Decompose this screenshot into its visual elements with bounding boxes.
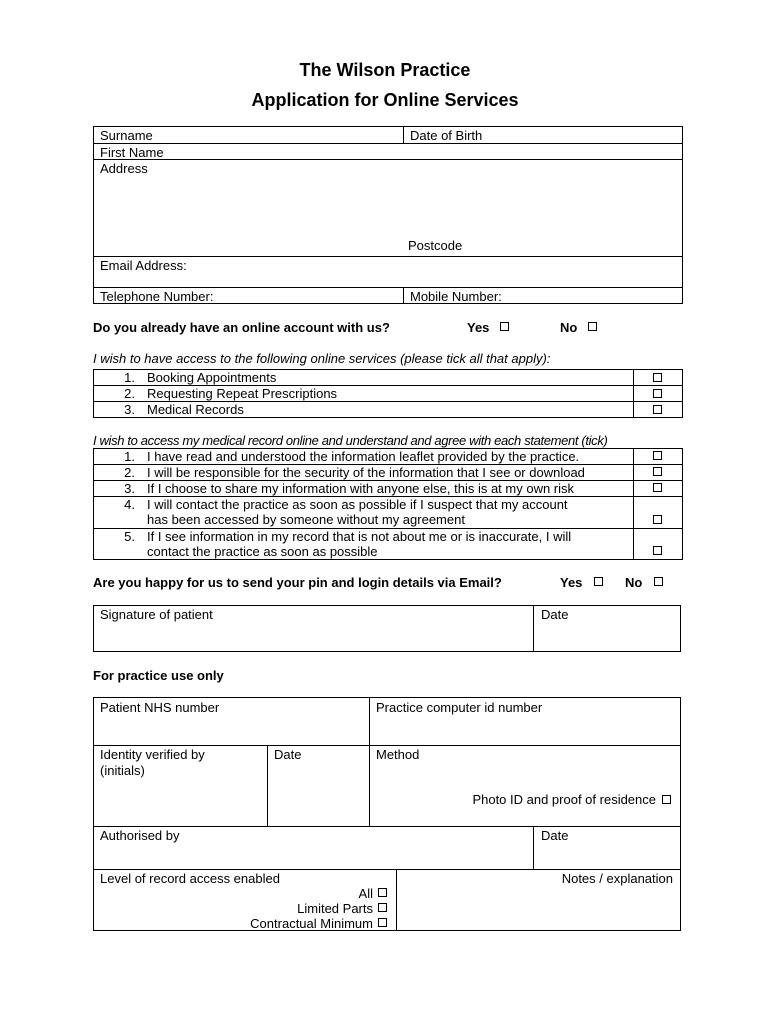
agreement-text: If I see information in my record that is not about me or is inaccurate, I will	[147, 529, 572, 544]
agreement-num: 1.	[124, 449, 135, 464]
agreement-checkbox[interactable]	[653, 483, 662, 492]
email-yes-checkbox[interactable]	[594, 577, 603, 586]
email-field[interactable]: Email Address:	[100, 258, 187, 273]
title-form-name: Application for Online Services	[251, 90, 519, 110]
agreement-num: 5.	[124, 529, 135, 544]
agreement-text: I have read and understood the information leaflet provided by the practice.	[147, 449, 580, 464]
agreement-text-cont: contact the practice as soon as possible	[147, 544, 378, 559]
agreement-num: 4.	[124, 497, 135, 512]
first-name-field[interactable]: First Name	[100, 145, 164, 160]
agreement-num: 2.	[124, 465, 135, 480]
account-no-label: No	[560, 320, 578, 335]
photo-id-checkbox[interactable]	[662, 795, 671, 804]
access-limited-checkbox[interactable]	[378, 903, 387, 912]
agreement-checkbox[interactable]	[653, 451, 662, 460]
service-label: Booking Appointments	[147, 370, 277, 385]
agreement-checkbox[interactable]	[653, 515, 662, 524]
account-yes-label: Yes	[467, 320, 490, 335]
title-practice-name: The Wilson Practice	[299, 60, 471, 80]
date-of-birth-field[interactable]: Date of Birth	[410, 128, 483, 143]
account-question: Do you already have an online account with us?	[93, 320, 390, 335]
nhs-number-field[interactable]: Patient NHS number	[100, 700, 220, 715]
service-checkbox[interactable]	[653, 389, 662, 398]
authorised-date-field[interactable]: Date	[541, 828, 569, 843]
service-label: Requesting Repeat Prescriptions	[147, 386, 338, 401]
postcode-field[interactable]: Postcode	[408, 238, 463, 253]
account-no-checkbox[interactable]	[588, 322, 597, 331]
level-access-label: Level of record access enabled	[100, 871, 280, 886]
surname-field[interactable]: Surname	[100, 128, 153, 143]
service-checkbox[interactable]	[653, 405, 662, 414]
email-question: Are you happy for us to send your pin and login details via Email?	[93, 575, 502, 590]
telephone-field[interactable]: Telephone Number:	[100, 289, 214, 304]
identity-verified-note: (initials)	[100, 763, 145, 778]
mobile-field[interactable]: Mobile Number:	[410, 289, 502, 304]
signature-field[interactable]: Signature of patient	[100, 607, 213, 622]
services-intro: I wish to have access to the following online services (please tick all that apply):	[93, 351, 551, 366]
method-field[interactable]: Method	[376, 747, 420, 762]
service-num: 2.	[124, 386, 135, 401]
agreement-text: I will be responsible for the security of the information that I see or download	[147, 465, 585, 480]
email-no-label: No	[625, 575, 643, 590]
access-contractual-checkbox[interactable]	[378, 918, 387, 927]
agreement-checkbox[interactable]	[653, 546, 662, 555]
notes-field[interactable]: Notes / explanation	[561, 871, 673, 886]
patient-details-table	[93, 126, 683, 304]
signature-date-field[interactable]: Date	[541, 607, 569, 622]
access-all-checkbox[interactable]	[378, 888, 387, 897]
verified-date-field[interactable]: Date	[274, 747, 302, 762]
service-label: Medical Records	[147, 402, 244, 417]
access-limited-label: Limited Parts	[297, 901, 373, 916]
service-num: 1.	[124, 370, 135, 385]
agreements-intro: I wish to access my medical record online and understand and agree with each statement (tick)	[93, 433, 608, 448]
agreement-text: I will contact the practice as soon as possible if I suspect that my account	[147, 497, 568, 512]
access-contractual-label: Contractual Minimum	[250, 916, 373, 931]
authorised-by-field[interactable]: Authorised by	[100, 828, 180, 843]
identity-verified-field[interactable]: Identity verified by	[100, 747, 205, 762]
agreement-text-cont: has been accessed by someone without my agreement	[147, 512, 465, 527]
address-field[interactable]: Address	[100, 161, 148, 176]
access-all-label: All	[358, 886, 373, 901]
photo-id-label: Photo ID and proof of residence	[472, 792, 656, 807]
service-num: 3.	[124, 402, 135, 417]
agreement-text: If I choose to share my information with anyone else, this is at my own risk	[147, 481, 575, 496]
email-yes-label: Yes	[560, 575, 583, 590]
practice-use-heading: For practice use only	[93, 668, 224, 683]
practice-use-table	[93, 697, 681, 931]
computer-id-field[interactable]: Practice computer id number	[376, 700, 543, 715]
service-checkbox[interactable]	[653, 373, 662, 382]
email-no-checkbox[interactable]	[654, 577, 663, 586]
agreement-checkbox[interactable]	[653, 467, 662, 476]
agreement-num: 3.	[124, 481, 135, 496]
account-yes-checkbox[interactable]	[500, 322, 509, 331]
